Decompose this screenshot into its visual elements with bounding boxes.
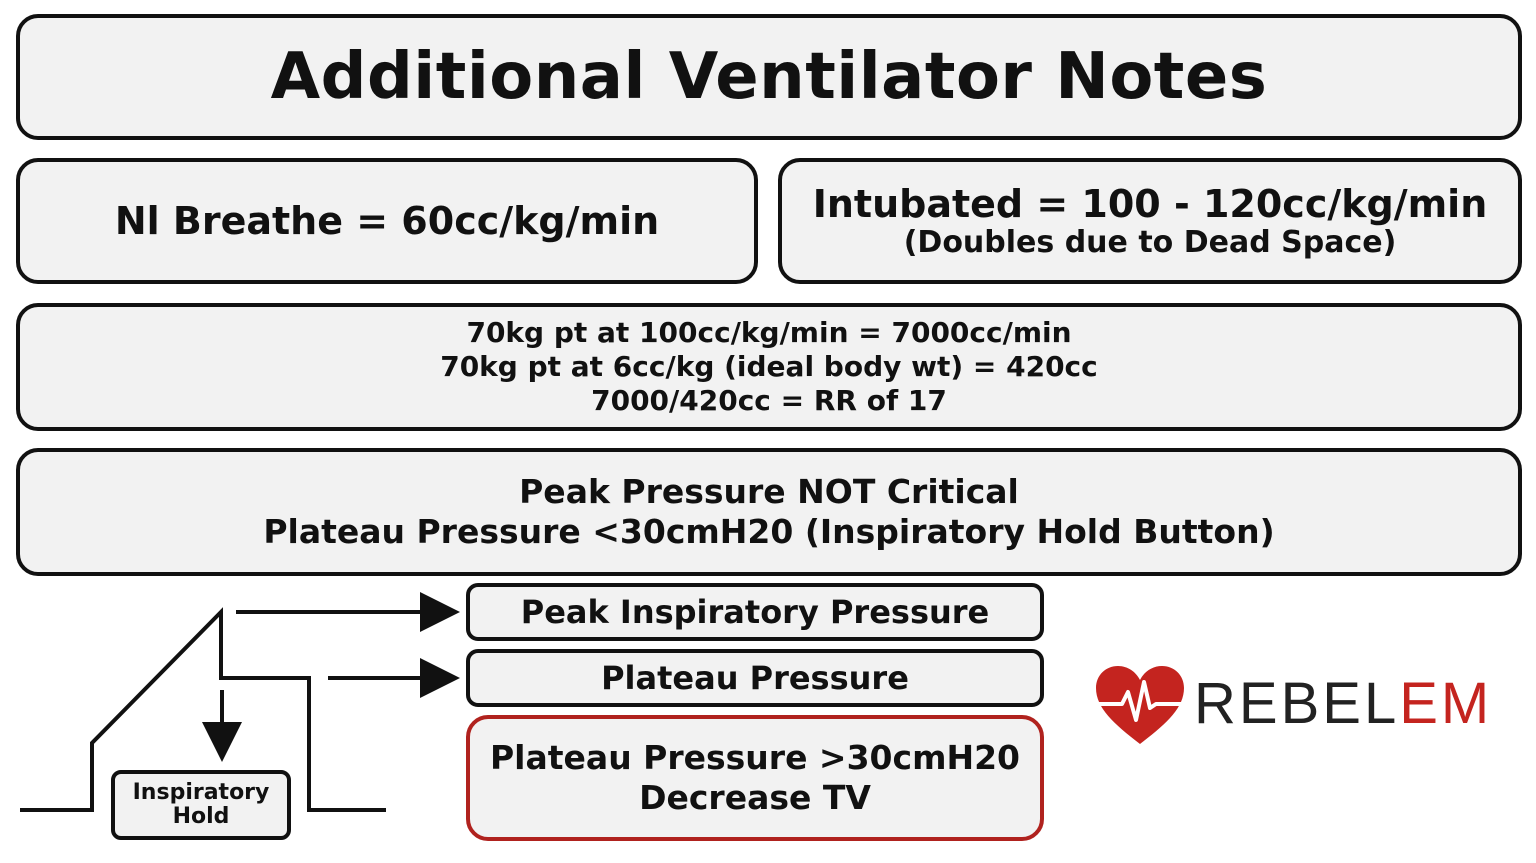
calculation-line2: 70kg pt at 6cc/kg (ideal body wt) = 420cc: [440, 350, 1098, 383]
logo-text-red: EM: [1399, 671, 1493, 736]
plateau-warning-box: [466, 715, 1044, 841]
normal-breathing-text: Nl Breathe = 60cc/kg/min: [114, 199, 660, 243]
calculation-line3: 7000/420cc = RR of 17: [591, 384, 947, 417]
calculation-box: [16, 303, 1522, 431]
page-title: Additional Ventilator Notes: [270, 40, 1268, 114]
plateau-pressure-label: Plateau Pressure: [601, 659, 909, 697]
title-box: [16, 14, 1522, 140]
logo-text: [1194, 670, 1492, 737]
intubated-line1: Intubated = 100 - 120cc/kg/min: [812, 182, 1488, 226]
hold-line1: Inspiratory: [132, 780, 270, 805]
pressure-note-line1: Peak Pressure NOT Critical: [519, 472, 1019, 511]
calculation-line1: 70kg pt at 100cc/kg/min = 7000cc/min: [466, 316, 1072, 349]
normal-breathing-box: [16, 158, 758, 284]
heart-pulse-icon: [1094, 664, 1186, 748]
intubated-line2: (Doubles due to Dead Space): [903, 225, 1397, 260]
intubated-box: [778, 158, 1522, 284]
inspiratory-hold-box: [111, 770, 291, 840]
warning-line1: Plateau Pressure >30cmH20: [490, 738, 1020, 777]
rebelem-logo: [1094, 662, 1494, 752]
pressure-note-line2: Plateau Pressure <30cmH20 (Inspiratory Hold Button): [263, 512, 1275, 551]
warning-line2: Decrease TV: [639, 778, 871, 817]
hold-line2: Hold: [172, 804, 230, 829]
peak-pressure-box: [466, 583, 1044, 641]
peak-pressure-label: Peak Inspiratory Pressure: [520, 593, 990, 631]
plateau-pressure-box: [466, 649, 1044, 707]
pressure-note-box: [16, 448, 1522, 576]
logo-text-dark: REBEL: [1194, 671, 1400, 736]
